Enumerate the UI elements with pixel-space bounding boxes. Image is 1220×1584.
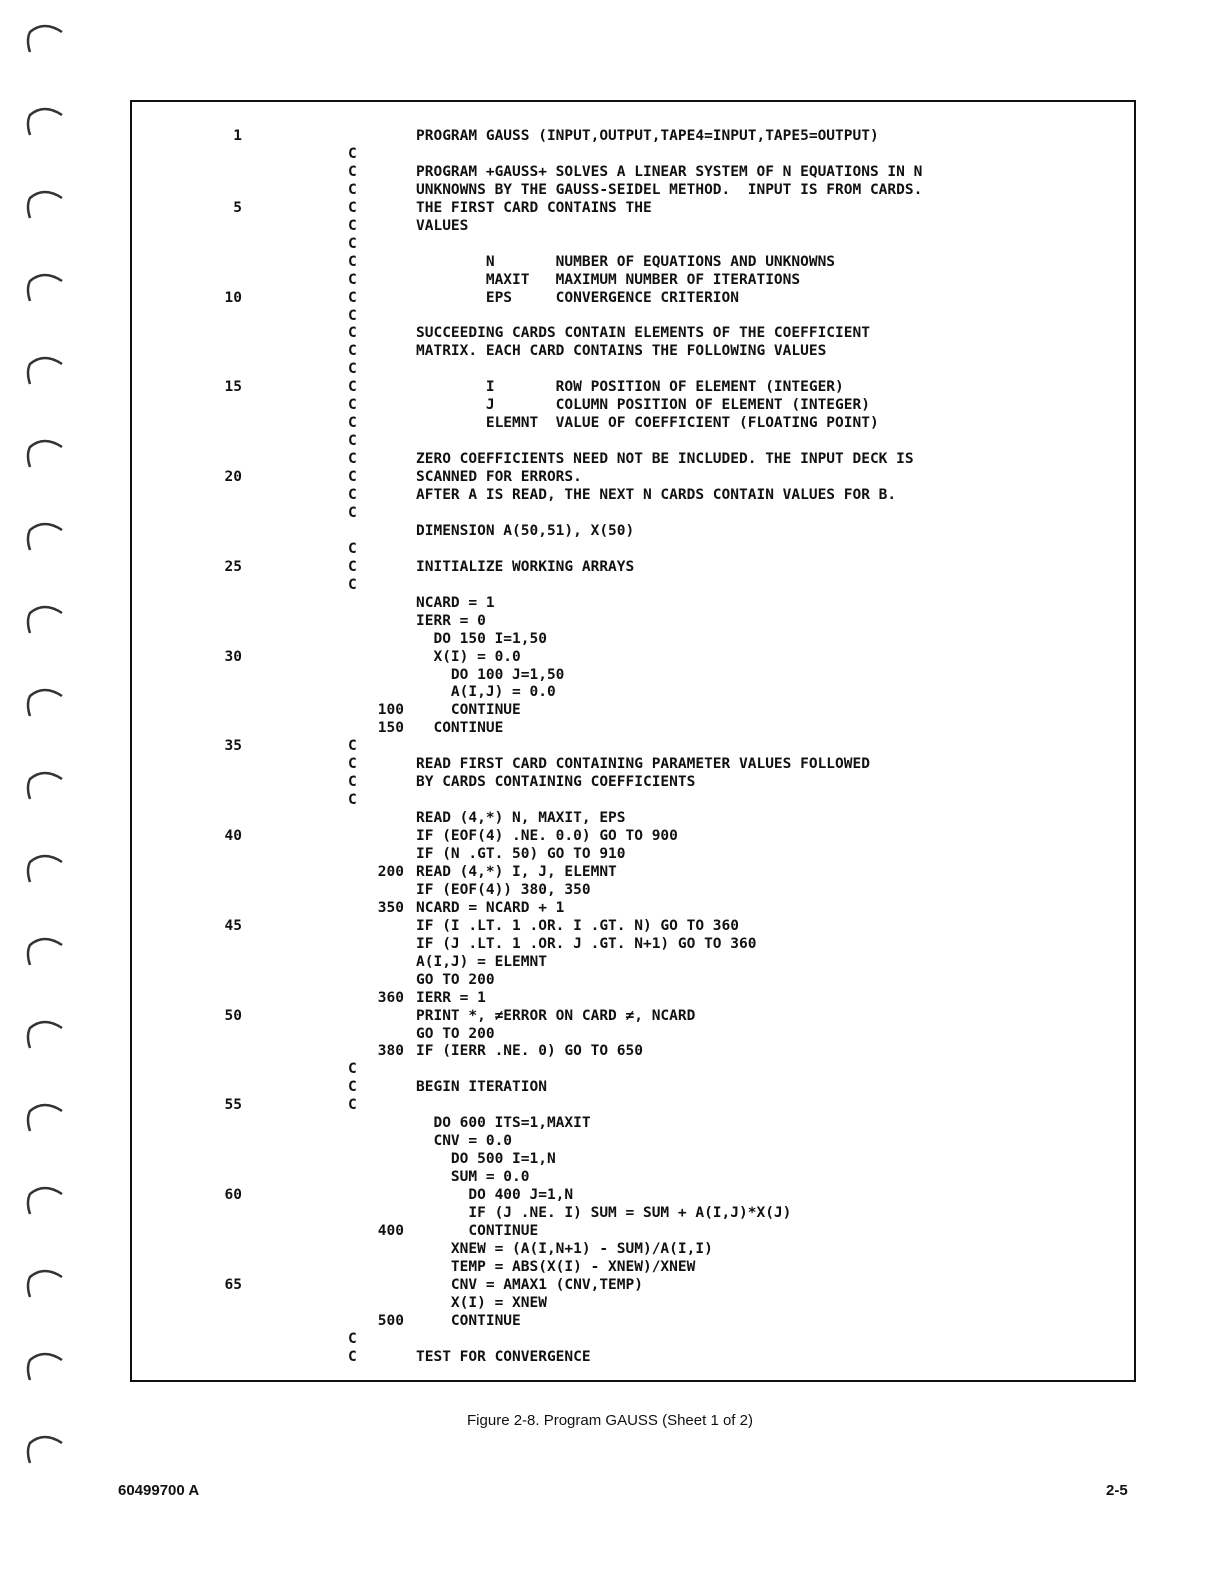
- statement-text: IF (J .NE. I) SUM = SUM + A(I,J)*X(J): [416, 1205, 792, 1221]
- statement-text: DO 600 ITS=1,MAXIT: [416, 1115, 591, 1132]
- listing-line: [132, 522, 1136, 540]
- listing-line: [132, 1168, 1136, 1186]
- comment-marker: C: [348, 271, 357, 288]
- statement-text: X(I) = XNEW: [416, 1294, 547, 1311]
- listing-line: [132, 1042, 1136, 1060]
- listing-line: [132, 1276, 1136, 1294]
- comment-marker: C: [348, 379, 357, 396]
- line-number: 1: [233, 128, 242, 144]
- statement-text: NCARD = 1: [416, 594, 495, 611]
- listing-line: [132, 701, 1136, 719]
- statement-label: 380: [377, 1043, 404, 1060]
- binder-hole-mark: [28, 1354, 62, 1380]
- listing-line: [132, 181, 1136, 199]
- listing-line: [132, 755, 1136, 773]
- statement-text: CONTINUE: [416, 702, 521, 719]
- listing-line: [132, 486, 1136, 504]
- comment-marker: C: [348, 1061, 357, 1078]
- binder-hole-mark: [28, 524, 62, 550]
- binder-holes-decoration: [0, 0, 80, 1584]
- statement-text: BEGIN ITERATION: [416, 1079, 547, 1096]
- line-number: 30: [224, 648, 242, 665]
- statement-label: 360: [377, 989, 404, 1006]
- comment-marker: C: [348, 217, 357, 234]
- listing-line: [132, 1096, 1136, 1114]
- line-number: 50: [224, 1007, 242, 1024]
- statement-text: CONTINUE: [416, 1312, 521, 1329]
- statement-text: PROGRAM GAUSS (INPUT,OUTPUT,TAPE4=INPUT,TAPE5=OUTPUT): [416, 128, 879, 144]
- comment-marker: C: [348, 1348, 357, 1365]
- binder-hole-mark: [28, 358, 62, 384]
- line-number: 5: [233, 199, 242, 216]
- line-number: 65: [224, 1276, 242, 1293]
- listing-line: [132, 1240, 1136, 1258]
- listing-line: [132, 558, 1136, 576]
- comment-marker: C: [348, 540, 357, 557]
- statement-text: BY CARDS CONTAINING COEFFICIENTS: [416, 774, 696, 791]
- statement-text: READ FIRST CARD CONTAINING PARAMETER VALUES FOLLOWED: [416, 756, 870, 773]
- binder-hole-mark: [28, 192, 62, 218]
- listing-line: [132, 199, 1136, 217]
- listing-line: [132, 845, 1136, 863]
- statement-text: IF (J .LT. 1 .OR. J .GT. N+1) GO TO 360: [416, 935, 757, 952]
- comment-marker: C: [348, 325, 357, 342]
- line-number: 40: [224, 828, 242, 845]
- statement-text: DO 400 J=1,N: [416, 1187, 574, 1204]
- listing-line: [132, 307, 1136, 325]
- comment-marker: C: [348, 451, 357, 468]
- listing-line: [132, 324, 1136, 342]
- statement-text: CNV = AMAX1 (CNV,TEMP): [416, 1276, 643, 1293]
- listing-line: [132, 271, 1136, 289]
- binder-hole-mark: [28, 690, 62, 716]
- line-number: 25: [224, 558, 242, 575]
- binder-hole-mark: [28, 607, 62, 633]
- listing-line: [132, 881, 1136, 899]
- listing-line: [132, 935, 1136, 953]
- comment-marker: C: [348, 756, 357, 773]
- listing-line: [132, 217, 1136, 235]
- statement-text: TEMP = ABS(X(I) - XNEW)/XNEW: [416, 1258, 696, 1275]
- binder-hole-mark: [28, 441, 62, 467]
- statement-text: DO 100 J=1,50: [416, 666, 565, 683]
- statement-text: DIMENSION A(50,51), X(50): [416, 522, 635, 539]
- statement-text: XNEW = (A(I,N+1) - SUM)/A(I,I): [416, 1240, 713, 1257]
- binder-hole-mark: [28, 1105, 62, 1131]
- listing-line: [132, 1150, 1136, 1168]
- statement-text: AFTER A IS READ, THE NEXT N CARDS CONTAIN VALUES FOR B.: [416, 487, 897, 503]
- binder-hole-mark: [28, 1271, 62, 1297]
- statement-text: IF (EOF(4) .NE. 0.0) GO TO 900: [416, 828, 678, 845]
- statement-text: N NUMBER OF EQUATIONS AND UNKNOWNS: [416, 253, 836, 270]
- comment-marker: C: [348, 1097, 357, 1114]
- statement-text: PRINT *, ≠ERROR ON CARD ≠, NCARD: [416, 1007, 696, 1024]
- statement-text: MATRIX. EACH CARD CONTAINS THE FOLLOWING VALUES: [416, 343, 827, 360]
- comment-marker: C: [348, 1330, 357, 1347]
- statement-text: GO TO 200: [416, 1025, 495, 1042]
- listing-line: [132, 863, 1136, 881]
- listing-line: [132, 809, 1136, 827]
- statement-text: DO 150 I=1,50: [416, 630, 547, 647]
- statement-text: IF (N .GT. 50) GO TO 910: [416, 846, 626, 862]
- listing-line: [132, 1312, 1136, 1330]
- statement-text: THE FIRST CARD CONTAINS THE: [416, 199, 652, 216]
- listing-line: [132, 145, 1136, 163]
- statement-text: UNKNOWNS BY THE GAUSS-SEIDEL METHOD. INPUT IS FROM CARDS.: [416, 181, 923, 198]
- listing-line: [132, 360, 1136, 378]
- statement-text: IERR = 0: [416, 612, 486, 629]
- comment-marker: C: [348, 199, 357, 216]
- statement-text: ELEMNT VALUE OF COEFFICIENT (FLOATING POINT): [416, 415, 879, 432]
- statement-text: PROGRAM +GAUSS+ SOLVES A LINEAR SYSTEM OF N EQUATIONS IN N: [416, 163, 923, 180]
- statement-text: SCANNED FOR ERRORS.: [416, 469, 582, 486]
- statement-text: EPS CONVERGENCE CRITERION: [416, 289, 740, 306]
- listing-line: [132, 450, 1136, 468]
- listing-line: [132, 737, 1136, 755]
- binder-hole-mark: [28, 26, 62, 52]
- comment-marker: C: [348, 343, 357, 360]
- line-number: 60: [224, 1187, 242, 1204]
- statement-text: VALUES: [416, 217, 469, 234]
- listing-line: [132, 1132, 1136, 1150]
- statement-text: X(I) = 0.0: [416, 648, 521, 665]
- listing-line: [132, 953, 1136, 971]
- binder-hole-mark: [28, 1022, 62, 1048]
- comment-marker: C: [348, 181, 357, 198]
- listing-line: [132, 1007, 1136, 1025]
- listing-line: [132, 1114, 1136, 1132]
- listing-line: [132, 396, 1136, 414]
- comment-marker: C: [348, 397, 357, 414]
- listing-line: [132, 612, 1136, 630]
- line-number: 20: [224, 469, 242, 486]
- binder-hole-mark: [28, 856, 62, 882]
- comment-marker: C: [348, 289, 357, 306]
- comment-marker: C: [348, 307, 357, 324]
- listing-line: [132, 235, 1136, 253]
- line-number: 45: [224, 917, 242, 934]
- listing-line: [132, 719, 1136, 737]
- comment-marker: C: [348, 504, 357, 521]
- comment-marker: C: [348, 163, 357, 180]
- statement-text: IF (I .LT. 1 .OR. I .GT. N) GO TO 360: [416, 917, 740, 934]
- listing-line: [132, 289, 1136, 307]
- statement-label: 500: [377, 1312, 404, 1329]
- listing-line: [132, 594, 1136, 612]
- listing-line: [132, 1258, 1136, 1276]
- listing-line: [132, 163, 1136, 181]
- listing-line: [132, 1294, 1136, 1312]
- listing-line: [132, 378, 1136, 396]
- comment-marker: C: [348, 487, 357, 503]
- comment-marker: C: [348, 774, 357, 791]
- statement-text: A(I,J) = 0.0: [416, 684, 556, 701]
- statement-text: NCARD = NCARD + 1: [416, 899, 565, 916]
- statement-text: SUCCEEDING CARDS CONTAIN ELEMENTS OF THE COEFFICIENT: [416, 325, 870, 342]
- listing-line: [132, 648, 1136, 666]
- listing-line: [132, 1222, 1136, 1240]
- listing-line: [132, 414, 1136, 432]
- binder-hole-mark: [28, 1188, 62, 1214]
- listing-line: [132, 253, 1136, 271]
- statement-text: CONTINUE: [416, 720, 504, 737]
- statement-text: INITIALIZE WORKING ARRAYS: [416, 558, 635, 575]
- statement-text: GO TO 200: [416, 971, 495, 988]
- binder-hole-mark: [28, 109, 62, 135]
- statement-text: SUM = 0.0: [416, 1169, 530, 1186]
- listing-line: [132, 432, 1136, 450]
- statement-text: IF (EOF(4)) 380, 350: [416, 881, 591, 898]
- statement-text: I ROW POSITION OF ELEMENT (INTEGER): [416, 379, 844, 396]
- statement-text: TEST FOR CONVERGENCE: [416, 1348, 591, 1365]
- listing-line: [132, 683, 1136, 701]
- listing-line: [132, 827, 1136, 845]
- binder-hole-mark: [28, 275, 62, 301]
- statement-text: IF (IERR .NE. 0) GO TO 650: [416, 1043, 643, 1060]
- listing-line: [132, 1330, 1136, 1348]
- line-number: 15: [224, 379, 242, 396]
- listing-line: [132, 630, 1136, 648]
- statement-text: CNV = 0.0: [416, 1133, 513, 1150]
- comment-marker: C: [348, 792, 357, 809]
- listing-line: [132, 342, 1136, 360]
- comment-marker: C: [348, 253, 357, 270]
- listing-line: [132, 1025, 1136, 1043]
- listing-line: [132, 791, 1136, 809]
- statement-label: 150: [377, 720, 404, 737]
- statement-text: MAXIT MAXIMUM NUMBER OF ITERATIONS: [416, 271, 801, 288]
- comment-marker: C: [348, 433, 357, 450]
- listing-line: [132, 504, 1136, 522]
- listing-line: [132, 917, 1136, 935]
- listing-line: [132, 666, 1136, 684]
- statement-text: IERR = 1: [416, 989, 486, 1006]
- listing-line: [132, 1204, 1136, 1222]
- listing-line: [132, 468, 1136, 486]
- comment-marker: C: [348, 576, 357, 593]
- statement-text: CONTINUE: [416, 1222, 539, 1239]
- binder-hole-mark: [28, 1437, 62, 1463]
- comment-marker: C: [348, 361, 357, 378]
- comment-marker: C: [348, 235, 357, 252]
- statement-label: 200: [377, 863, 404, 880]
- line-number: 55: [224, 1097, 242, 1114]
- listing-line: [132, 576, 1136, 594]
- comment-marker: C: [348, 1079, 357, 1096]
- statement-text: DO 500 I=1,N: [416, 1151, 556, 1168]
- listing-line: [132, 1348, 1136, 1366]
- document-number: 60499700 A: [118, 1482, 200, 1499]
- listing-line: [132, 989, 1136, 1007]
- listing-line: [132, 1078, 1136, 1096]
- listing-line: [132, 899, 1136, 917]
- statement-text: J COLUMN POSITION OF ELEMENT (INTEGER): [416, 397, 870, 414]
- listing-line: [132, 127, 1136, 145]
- listing-line: [132, 773, 1136, 791]
- statement-text: READ (4,*) N, MAXIT, EPS: [416, 810, 626, 827]
- statement-label: 100: [377, 702, 404, 719]
- comment-marker: C: [348, 469, 357, 486]
- comment-marker: C: [348, 415, 357, 432]
- comment-marker: C: [348, 738, 357, 755]
- line-number: 35: [224, 738, 242, 755]
- listing-line: [132, 971, 1136, 989]
- statement-text: READ (4,*) I, J, ELEMNT: [416, 863, 617, 880]
- page-number: 2-5: [1106, 1482, 1128, 1499]
- comment-marker: C: [348, 145, 357, 162]
- binder-hole-mark: [28, 773, 62, 799]
- statement-label: 400: [377, 1222, 404, 1239]
- program-listing-frame: [130, 100, 1136, 1382]
- line-number: 10: [224, 289, 242, 306]
- comment-marker: C: [348, 558, 357, 575]
- statement-text: ZERO COEFFICIENTS NEED NOT BE INCLUDED. THE INPUT DECK IS: [416, 451, 914, 468]
- listing-line: [132, 540, 1136, 558]
- figure-caption: Figure 2-8. Program GAUSS (Sheet 1 of 2): [467, 1412, 753, 1429]
- binder-hole-mark: [28, 939, 62, 965]
- statement-text: A(I,J) = ELEMNT: [416, 953, 547, 970]
- listing-line: [132, 1186, 1136, 1204]
- listing-line: [132, 1060, 1136, 1078]
- statement-label: 350: [377, 899, 404, 916]
